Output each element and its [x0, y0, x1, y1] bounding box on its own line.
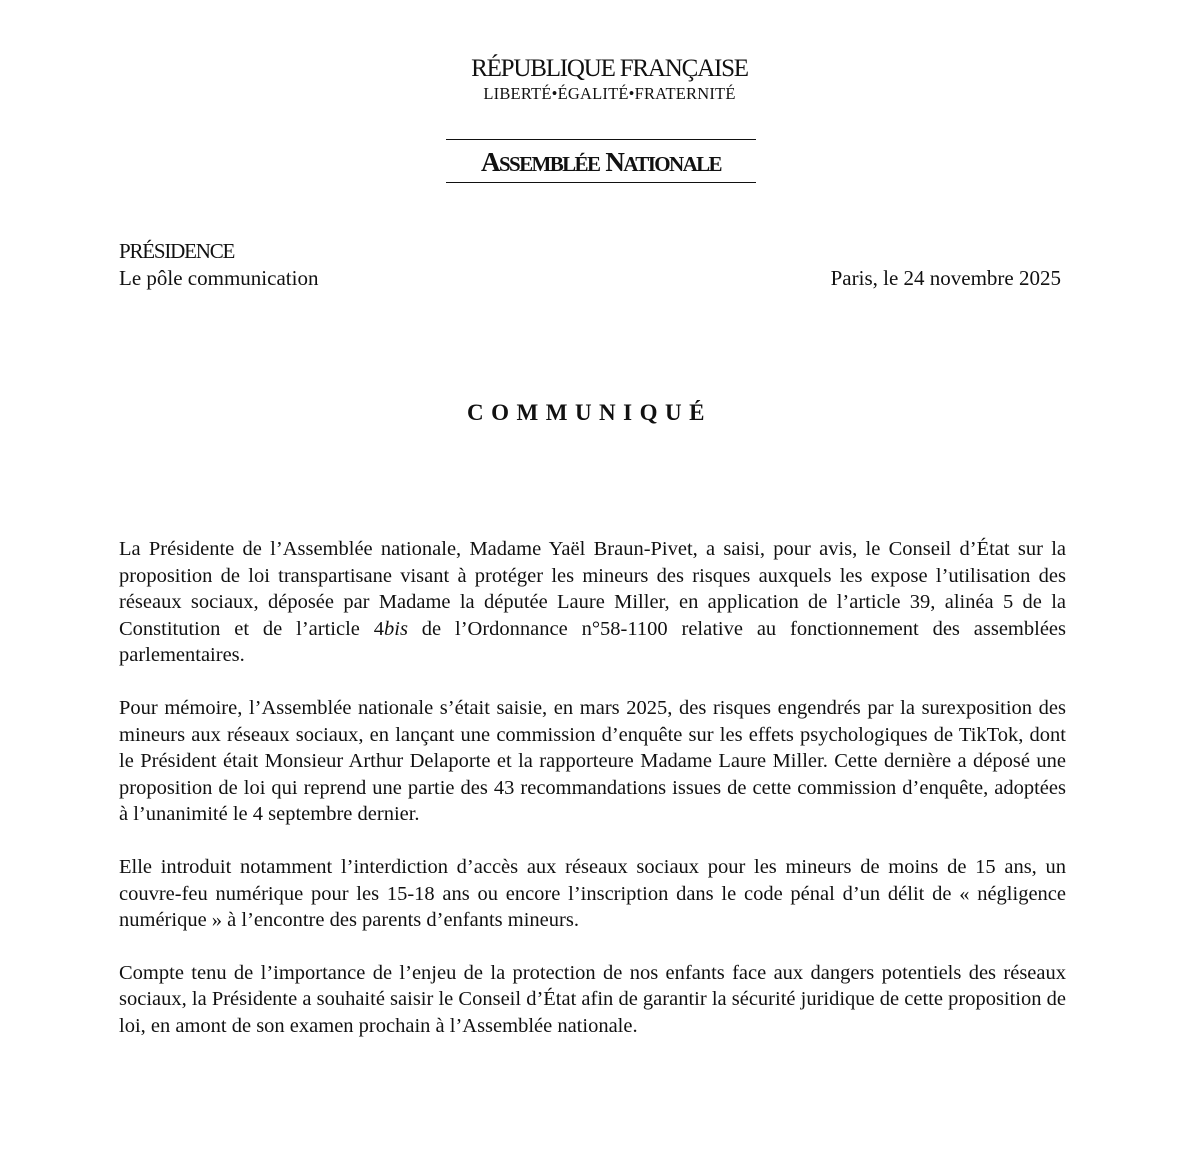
paragraph-1: [119, 536, 1066, 669]
republic-title: RÉPUBLIQUE FRANÇAISE: [471, 55, 748, 82]
assembly-first-rest: SSEMBLÉE: [498, 152, 600, 176]
assembly-first-initial: A: [481, 147, 499, 177]
paragraph-1-part-1: La Présidente de l’Assemblée nationale, Madame Yaël Braun-Pivet, a saisi, pour avis, le Conseil d’État sur la proposition de loi transpartisane visant à protéger les mineurs des risques auxquels les expose l’utilisation des réseaux sociaux, déposée par Madame la députée Laure Miller, en application de l’article 39, alinéa 5 de la Constitution et de l’article 4: [119, 538, 1066, 640]
bottom-rule: [446, 182, 756, 183]
republic-header: [0, 54, 1179, 104]
sender-department: Le pôle communication: [119, 266, 319, 290]
paragraph-3: Elle introduit notamment l’interdiction d’accès aux réseaux sociaux pour les mineurs de moins de 15 ans, un couvre-feu numérique pour les 15-18 ans ou encore l’inscription dans le code pénal d’un délit de « négligence numérique » à l’encontre des parents d’enfants mineurs.: [119, 855, 1066, 932]
assembly-second-rest: ATIONALE: [623, 152, 721, 176]
dateline: Paris, le 24 novembre 2025: [830, 266, 1061, 290]
document-title: COMMUNIQUÉ: [467, 400, 712, 425]
paragraph-2: Pour mémoire, l’Assemblée nationale s’était saisie, en mars 2025, des risques engendrés par la surexposition des mineurs aux réseaux sociaux, en lançant une commission d’enquête sur les effets psychologiques de TikTok, dont le Président était Monsieur Arthur Delaporte et la rapporteure Madame Laure Miller. Cette dernière a déposé une proposition de loi qui reprend une partie des 43 recommandations issues de cette commission d’enquête, adoptées à l’unanimité le 4 septembre dernier.: [119, 696, 1066, 826]
assembly-second-initial: N: [605, 147, 624, 177]
assembly-name: [446, 140, 756, 182]
republic-motto: LIBERTÉ•ÉGALITÉ•FRATERNITÉ: [483, 84, 736, 103]
assembly-header: [446, 139, 756, 183]
paragraph-1-italic: bis: [384, 617, 408, 640]
body-text: [119, 536, 1066, 1066]
paragraph-4: Compte tenu de l’importance de l’enjeu de la protection de nos enfants face aux dangers potentiels des réseaux sociaux, la Présidente a souhaité saisir le Conseil d’État afin de garantir la sécurité juridique de cette proposition de loi, en amont de son examen prochain à l’Assemblée nationale.: [119, 961, 1066, 1037]
sender-office: PRÉSIDENCE: [119, 239, 235, 263]
paragraph-1-part-2: de l’Ordonnance n°58-1100 relative au fonctionnement des assemblées parlementaires.: [119, 617, 1066, 667]
